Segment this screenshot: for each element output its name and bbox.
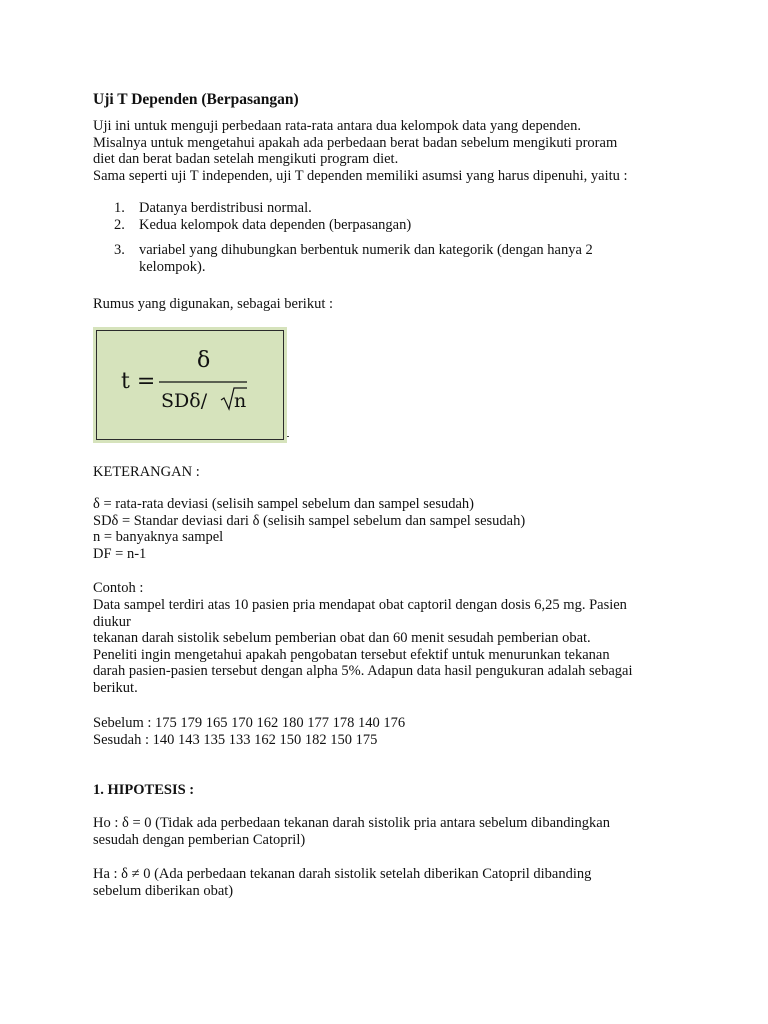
contoh-paragraph xyxy=(93,597,683,696)
list-item-text: kelompok). xyxy=(139,258,206,275)
ho-statement xyxy=(93,815,683,848)
contoh-line: diukur xyxy=(93,613,131,630)
contoh-line: berikut. xyxy=(93,679,138,696)
list-item xyxy=(93,200,653,217)
list-item-text: variabel yang dihubungkan berbentuk numerik dan kategorik (dengan hanya 2 xyxy=(139,242,593,258)
list-number: 2. xyxy=(114,216,125,233)
list-item xyxy=(93,217,653,234)
keterangan-line: δ = rata-rata deviasi (selisih sampel sebelum dan sampel sesudah) xyxy=(93,496,475,512)
formula-denominator: SDδ/ xyxy=(161,390,208,412)
list-number: 1. xyxy=(114,200,125,216)
keterangan-line: SDδ = Standar deviasi dari δ (selisih sampel sebelum dan sampel sesudah) xyxy=(93,512,526,529)
contoh-line: tekanan darah sistolik sebelum pemberian obat dan 60 menit sesudah pemberian obat. xyxy=(93,630,591,646)
contoh-line: darah pasien-pasien tersebut dengan alpha 5%. Adapun data hasil pengukuran adalah sebagai xyxy=(93,663,633,679)
list-item-text: Datanya berdistribusi normal. xyxy=(139,200,312,216)
ho-line: Ho : δ = 0 (Tidak ada perbedaan tekanan darah sistolik pria antara sebelum dibandingkan xyxy=(93,815,610,831)
page-title: Uji T Dependen (Berpasangan) xyxy=(93,91,299,108)
assumption-list xyxy=(93,200,653,275)
formula-lhs: t = xyxy=(121,369,156,394)
sebelum-values: Sebelum : 175 179 165 170 162 180 177 178 140 176 xyxy=(93,715,406,731)
keterangan-line: DF = n-1 xyxy=(93,545,147,562)
list-item-text: Kedua kelompok data dependen (berpasangan) xyxy=(139,216,412,233)
sesudah-values: Sesudah : 140 143 135 133 162 150 182 150 175 xyxy=(93,731,378,748)
ha-statement xyxy=(93,866,683,899)
hipotesis-heading: 1. HIPOTESIS : xyxy=(93,782,195,798)
keterangan-list xyxy=(93,496,683,562)
ha-line: Ha : δ ≠ 0 (Ada perbedaan tekanan darah sistolik setelah diberikan Catopril dibanding xyxy=(93,866,592,882)
ha-line: sebelum diberikan obat) xyxy=(93,882,234,899)
formula-numerator: δ xyxy=(197,348,211,373)
contoh-line: Data sampel terdiri atas 10 pasien pria mendapat obat captoril dengan dosis 6,25 mg. Pasien xyxy=(93,597,627,613)
intro-line: diet dan berat badan setelah mengikuti program diet. xyxy=(93,151,399,167)
intro-line: Uji ini untuk menguji perbedaan rata-rata antara dua kelompok data yang dependen. xyxy=(93,118,581,134)
formula-intro: Rumus yang digunakan, sebagai berikut : xyxy=(93,296,334,312)
contoh-line: Peneliti ingin mengetahui apakah pengobatan tersebut efektif untuk menurunkan tekanan xyxy=(93,646,610,663)
text-cursor-mark xyxy=(287,436,289,437)
formula-graphic xyxy=(93,327,287,443)
keterangan-heading: KETERANGAN : xyxy=(93,464,200,480)
ho-line: sesudah dengan pemberian Catopril) xyxy=(93,831,306,848)
list-number: 3. xyxy=(114,242,125,258)
contoh-heading: Contoh : xyxy=(93,580,144,596)
intro-paragraph xyxy=(93,118,683,184)
formula-box xyxy=(93,327,287,443)
intro-line: Misalnya untuk mengetahui apakah ada perbedaan berat badan sebelum mengikuti proram xyxy=(93,134,618,151)
intro-line: Sama seperti uji T independen, uji T dependen memiliki asumsi yang harus dipenuhi, yaitu : xyxy=(93,167,628,184)
data-values xyxy=(93,715,683,748)
keterangan-line: n = banyaknya sampel xyxy=(93,529,224,545)
formula-radicand: n xyxy=(234,390,247,412)
list-item xyxy=(93,242,653,275)
